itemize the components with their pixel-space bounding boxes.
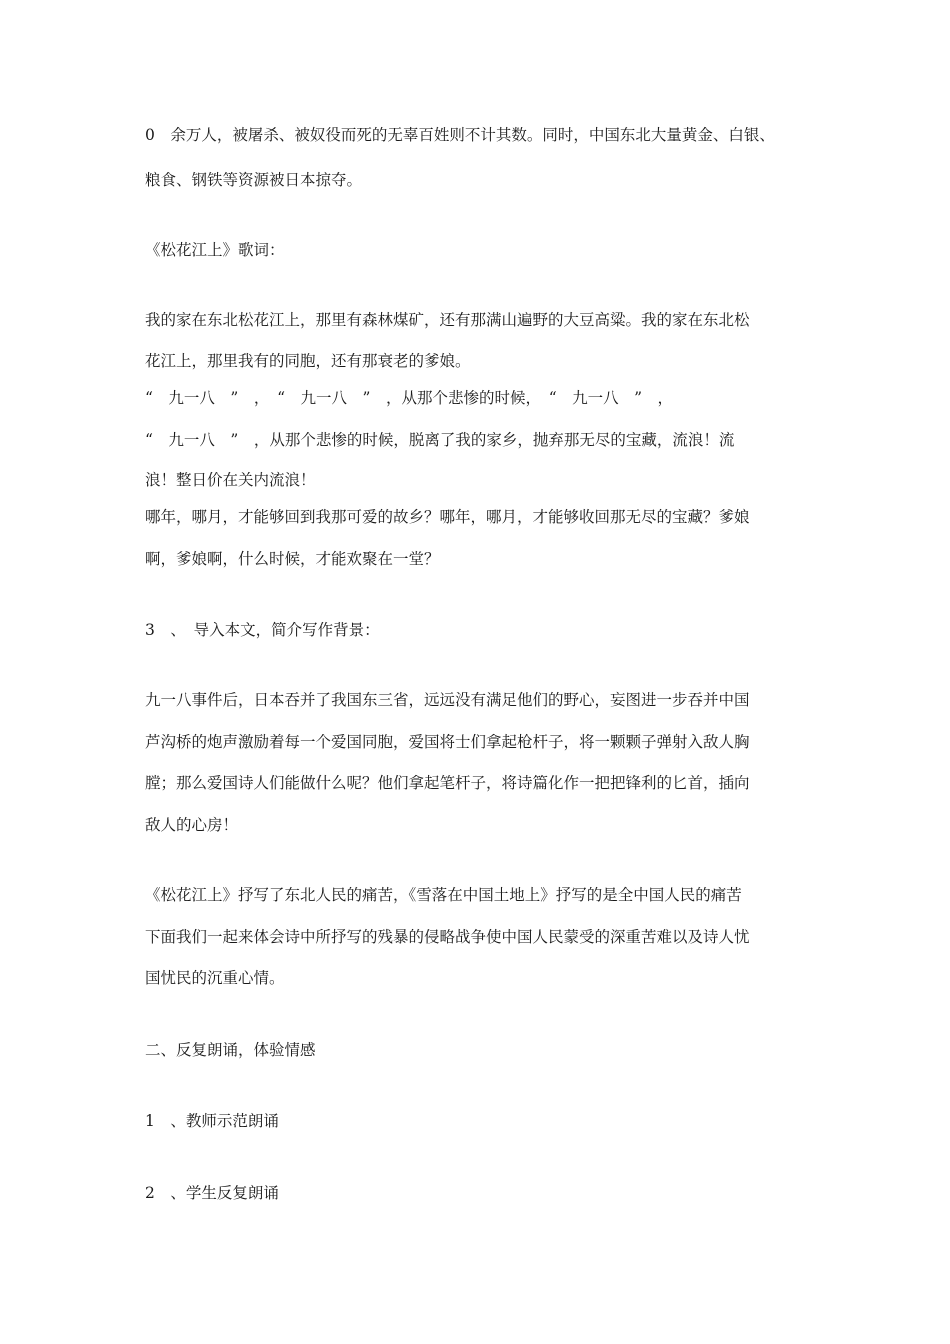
section-heading: 二、反复朗诵，体验情感 [145,1041,316,1059]
text-line: “ 九一八 ” ，从那个悲惨的时候，脱离了我的家乡，抛弃那无尽的宝藏，流浪！流 [145,431,735,449]
text-line: 下面我们一起来体会诗中所抒写的残暴的侵略战争使中国人民蒙受的深重苦难以及诗人忧 [145,928,750,946]
text-line: 敌人的心房！ [145,816,239,834]
text-line: 浪！整日价在关内流浪！ [145,471,316,489]
list-item: 2 、学生反复朗诵 [145,1184,279,1202]
text-line: 国忧民的沉重心情。 [145,969,285,987]
text-line: 哪年，哪月，才能够回到我那可爱的故乡？哪年，哪月，才能够收回那无尽的宝藏？爹娘 [145,508,750,526]
text-line: 膛；那么爱国诗人们能做什么呢？他们拿起笔杆子，将诗篇化作一把把锋利的匕首，插向 [145,774,750,792]
section-heading: 3 、 导入本文，简介写作背景： [145,621,380,639]
text-line: 0 余万人，被屠杀、被奴役而死的无辜百姓则不计其数。同时，中国东北大量黄金、白银、 [145,126,775,144]
list-item: 1 、教师示范朗诵 [145,1112,279,1130]
lyrics-heading: 《松花江上》歌词： [145,241,285,259]
text-line: 粮食、钢铁等资源被日本掠夺。 [145,171,363,189]
text-line: “ 九一八 ” ， “ 九一八 ” ，从那个悲惨的时候， “ 九一八 ” ， [145,389,674,407]
text-line: 我的家在东北松花江上，那里有森林煤矿，还有那满山遍野的大豆高粱。我的家在东北松 [145,311,750,329]
text-line: 《松花江上》抒写了东北人民的痛苦，《雪落在中国土地上》抒写的是全中国人民的痛苦 [145,886,742,904]
text-line: 啊，爹娘啊，什么时候，才能欢聚在一堂？ [145,550,440,568]
text-line: 芦沟桥的炮声激励着每一个爱国同胞，爱国将士们拿起枪杆子，将一颗颗子弹射入敌人胸 [145,733,750,751]
text-line: 花江上，那里我有的同胞，还有那衰老的爹娘。 [145,352,471,370]
text-line: 九一八事件后，日本吞并了我国东三省，远远没有满足他们的野心，妄图进一步吞并中国 [145,691,750,709]
